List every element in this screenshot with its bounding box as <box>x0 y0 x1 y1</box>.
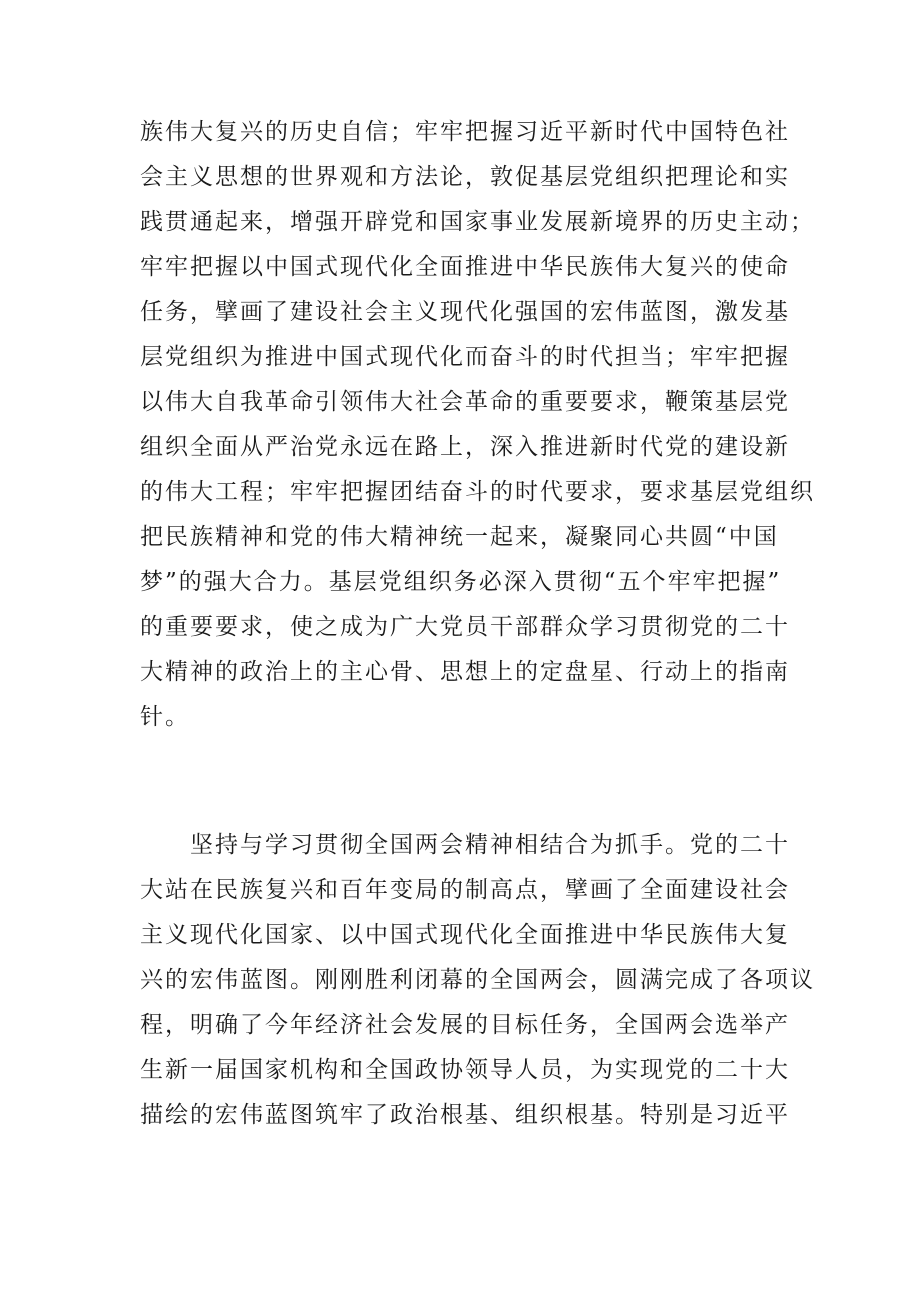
text-line: 大精神的政治上的主心骨、思想上的定盘星、行动上的指南 <box>140 659 790 685</box>
text-line: 把民族精神和党的伟大精神统一起来，凝聚同心共圆“中国 <box>140 524 779 550</box>
paragraph-2 <box>140 823 815 1138</box>
paragraph-1 <box>140 110 815 740</box>
text-line: 践贯通起来，增强开辟党和国家事业发展新境界的历史主动； <box>140 209 815 235</box>
text-line: 会主义思想的世界观和方法论，敦促基层党组织把理论和实 <box>140 164 790 190</box>
text-line: 大站在民族复兴和百年变局的制高点，擘画了全面建设社会 <box>140 877 790 903</box>
text-line: 的伟大工程；牢牢把握团结奋斗的时代要求，要求基层党组织 <box>140 479 815 505</box>
text-line: 梦”的强大合力。基层党组织务必深入贯彻“五个牢牢把握” <box>140 569 782 595</box>
text-line: 针。 <box>140 704 190 730</box>
text-line: 牢牢把握以中国式现代化全面推进中华民族伟大复兴的使命 <box>140 254 790 280</box>
text-line: 程，明确了今年经济社会发展的目标任务，全国两会选举产 <box>140 1012 790 1038</box>
text-line: 坚持与学习贯彻全国两会精神相结合为抓手。党的二十 <box>140 832 790 858</box>
text-line: 生新一届国家机构和全国政协领导人员，为实现党的二十大 <box>140 1057 790 1083</box>
text-line: 兴的宏伟蓝图。刚刚胜利闭幕的全国两会，圆满完成了各项议 <box>140 967 815 993</box>
text-line: 层党组织为推进中国式现代化而奋斗的时代担当；牢牢把握 <box>140 344 790 370</box>
text-line: 的重要要求，使之成为广大党员干部群众学习贯彻党的二十 <box>140 614 790 640</box>
text-line: 族伟大复兴的历史自信；牢牢把握习近平新时代中国特色社 <box>140 119 790 145</box>
text-line: 以伟大自我革命引领伟大社会革命的重要要求，鞭策基层党 <box>140 389 790 415</box>
text-line: 主义现代化国家、以中国式现代化全面推进中华民族伟大复 <box>140 922 790 948</box>
text-line: 任务，擘画了建设社会主义现代化强国的宏伟蓝图，激发基 <box>140 299 790 325</box>
text-line: 描绘的宏伟蓝图筑牢了政治根基、组织根基。特别是习近平 <box>140 1102 790 1128</box>
text-line: 组织全面从严治党永远在路上，深入推进新时代党的建设新 <box>140 434 790 460</box>
